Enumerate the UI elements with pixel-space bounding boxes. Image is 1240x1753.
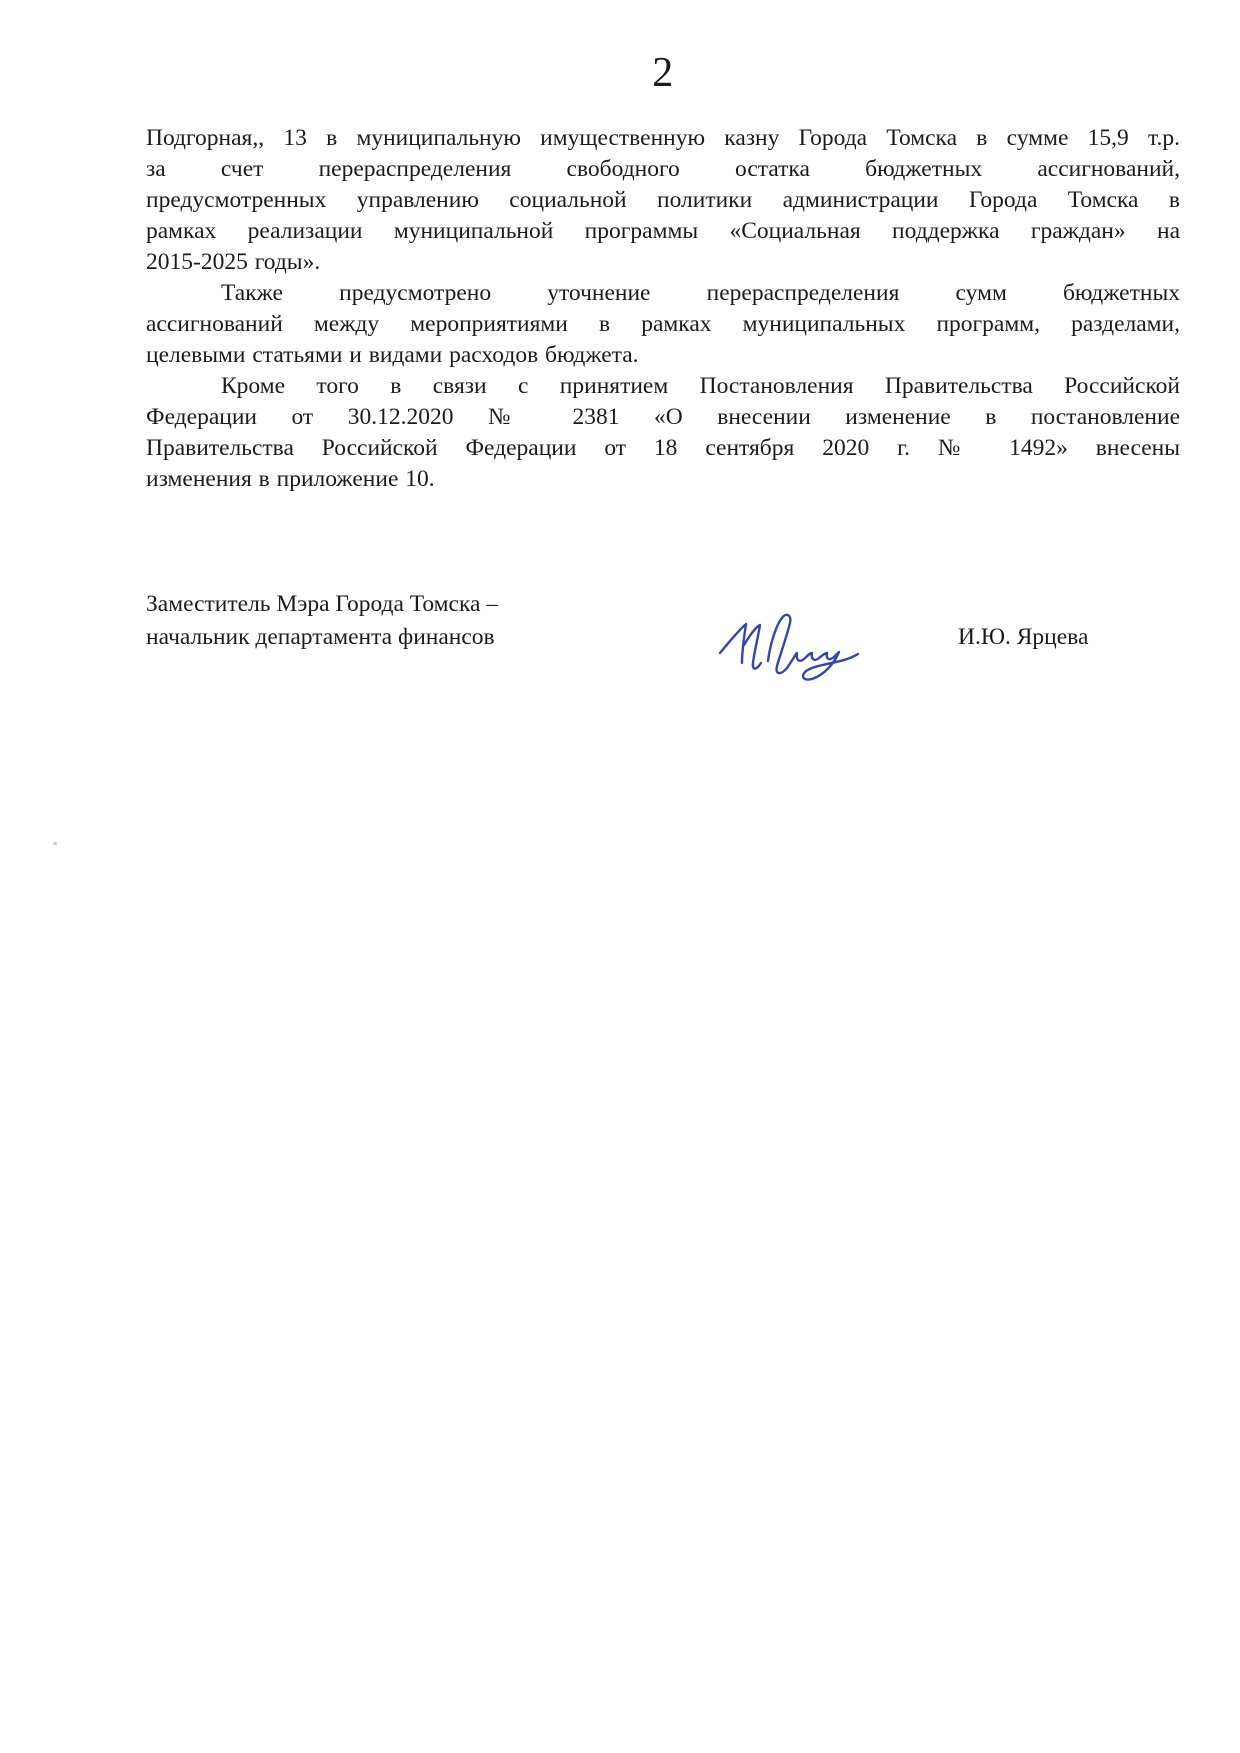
paragraph-line: Подгорная,, 13 в муниципальную имущественную казну Города Томска в сумме 15,9 т.р.	[146, 125, 1180, 151]
paragraph-line: предусмотренных управлению социальной политики администрации Города Томска в	[146, 187, 1180, 213]
paragraph-line: за счет перераспределения свободного остатка бюджетных ассигнований,	[146, 156, 1180, 182]
paragraph	[146, 123, 1180, 278]
signer-name: И.Ю. Ярцева	[958, 624, 1089, 650]
page-number: 2	[652, 50, 674, 96]
signer-position-line: Заместитель Мэра Города Томска –	[146, 591, 499, 617]
document-body	[146, 123, 1180, 495]
paragraph	[146, 371, 1180, 495]
paragraph-line: Правительства Российской Федерации от 18 сентября 2020 г. № 1492» внесены	[146, 435, 1180, 461]
signer-position	[146, 588, 498, 654]
paragraph-line: целевыми статьями и видами расходов бюджета.	[146, 342, 639, 368]
paragraph-line: Также предусмотрено уточнение перераспределения сумм бюджетных	[221, 280, 1180, 306]
paragraph-line: Федерации от 30.12.2020 № 2381 «О внесении изменение в постановление	[146, 404, 1180, 430]
paragraph	[146, 278, 1180, 371]
scan-artifact-dot	[53, 842, 57, 845]
signature-stroke	[720, 615, 858, 680]
paragraph-line: Кроме того в связи с принятием Постановления Правительства Российской	[221, 373, 1180, 399]
paragraph-line: изменения в приложение 10.	[146, 466, 435, 492]
signer-position-line: начальник департамента финансов	[146, 624, 495, 650]
paragraph-line: рамках реализации муниципальной программы «Социальная поддержка граждан» на	[146, 218, 1180, 244]
paragraph-line: 2015-2025 годы».	[146, 249, 321, 275]
handwritten-signature-icon	[700, 593, 870, 691]
paragraph-line: ассигнований между мероприятиями в рамках муниципальных программ, разделами,	[146, 311, 1180, 337]
